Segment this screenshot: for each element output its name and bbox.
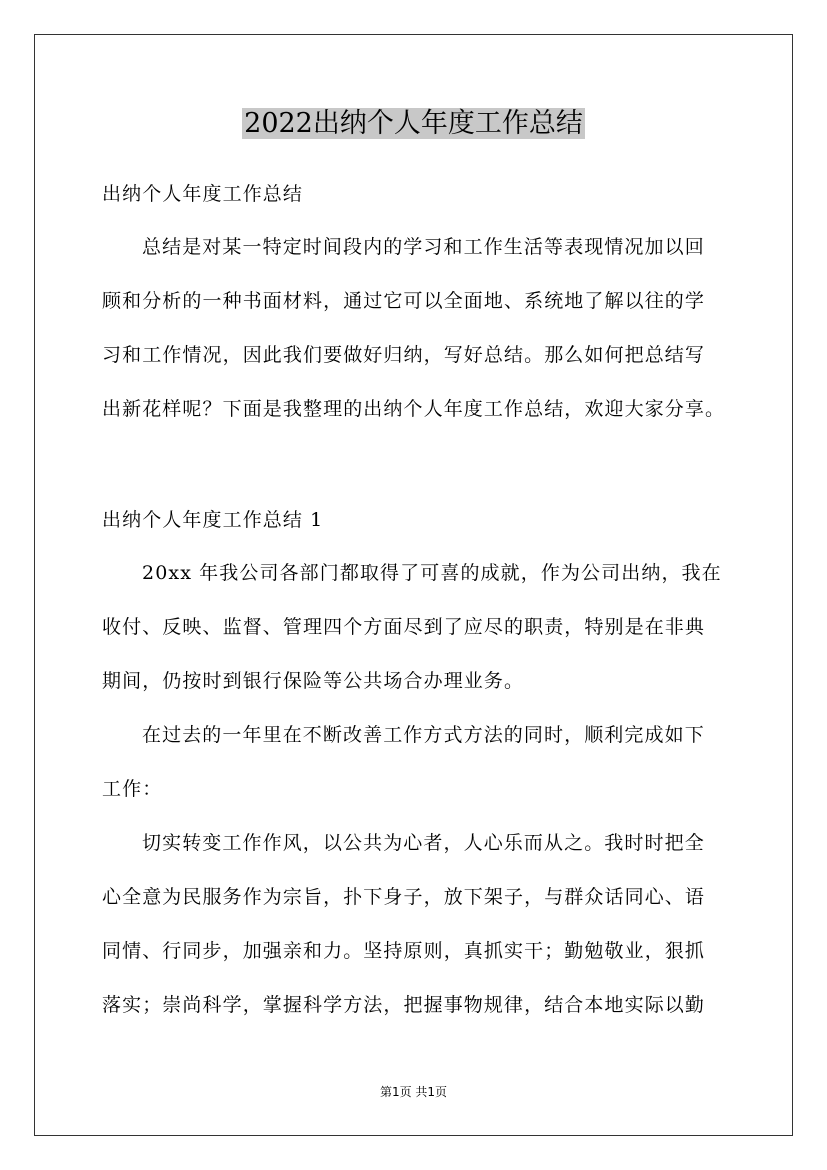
subtitle: 出纳个人年度工作总结 bbox=[102, 183, 304, 205]
paragraph-line: 心全意为民服务作为宗旨，扑下身子，放下架子，与群众话同心、语 bbox=[102, 886, 706, 908]
paragraph-line: 20xx 年我公司各部门都取得了可喜的成就，作为公司出纳，我在 bbox=[142, 562, 722, 584]
section-heading: 出纳个人年度工作总结 1 bbox=[102, 509, 324, 531]
paragraph-line: 期间，仍按时到银行保险等公共场合办理业务。 bbox=[102, 670, 525, 692]
intro-line: 顾和分析的一种书面材料，通过它可以全面地、系统地了解以往的学 bbox=[102, 290, 706, 312]
paragraph-line: 工作： bbox=[102, 778, 163, 800]
intro-line: 习和工作情况，因此我们要做好归纳，写好总结。那么如何把总结写 bbox=[102, 344, 706, 366]
document-title-text: 2022出纳个人年度工作总结 bbox=[244, 108, 583, 139]
paragraph-line: 切实转变工作作风，以公共为心者，人心乐而从之。我时时把全 bbox=[142, 832, 705, 854]
paragraph-line: 在过去的一年里在不断改善工作方式方法的同时，顺利完成如下 bbox=[142, 724, 705, 746]
paragraph-line: 收付、反映、监督、管理四个方面尽到了应尽的职责，特别是在非典 bbox=[102, 616, 706, 638]
paragraph-line: 同情、行同步，加强亲和力。坚持原则，真抓实干；勤勉敬业，狠抓 bbox=[102, 940, 706, 962]
document-title bbox=[0, 102, 827, 146]
intro-line: 总结是对某一特定时间段内的学习和工作生活等表现情况加以回 bbox=[142, 236, 705, 258]
intro-line: 出新花样呢？下面是我整理的出纳个人年度工作总结，欢迎大家分享。 bbox=[102, 398, 726, 420]
page-footer: 第1页 共1页 bbox=[379, 1085, 448, 1099]
paragraph-line: 落实；崇尚科学，掌握科学方法，把握事物规律，结合本地实际以勤 bbox=[102, 994, 706, 1016]
